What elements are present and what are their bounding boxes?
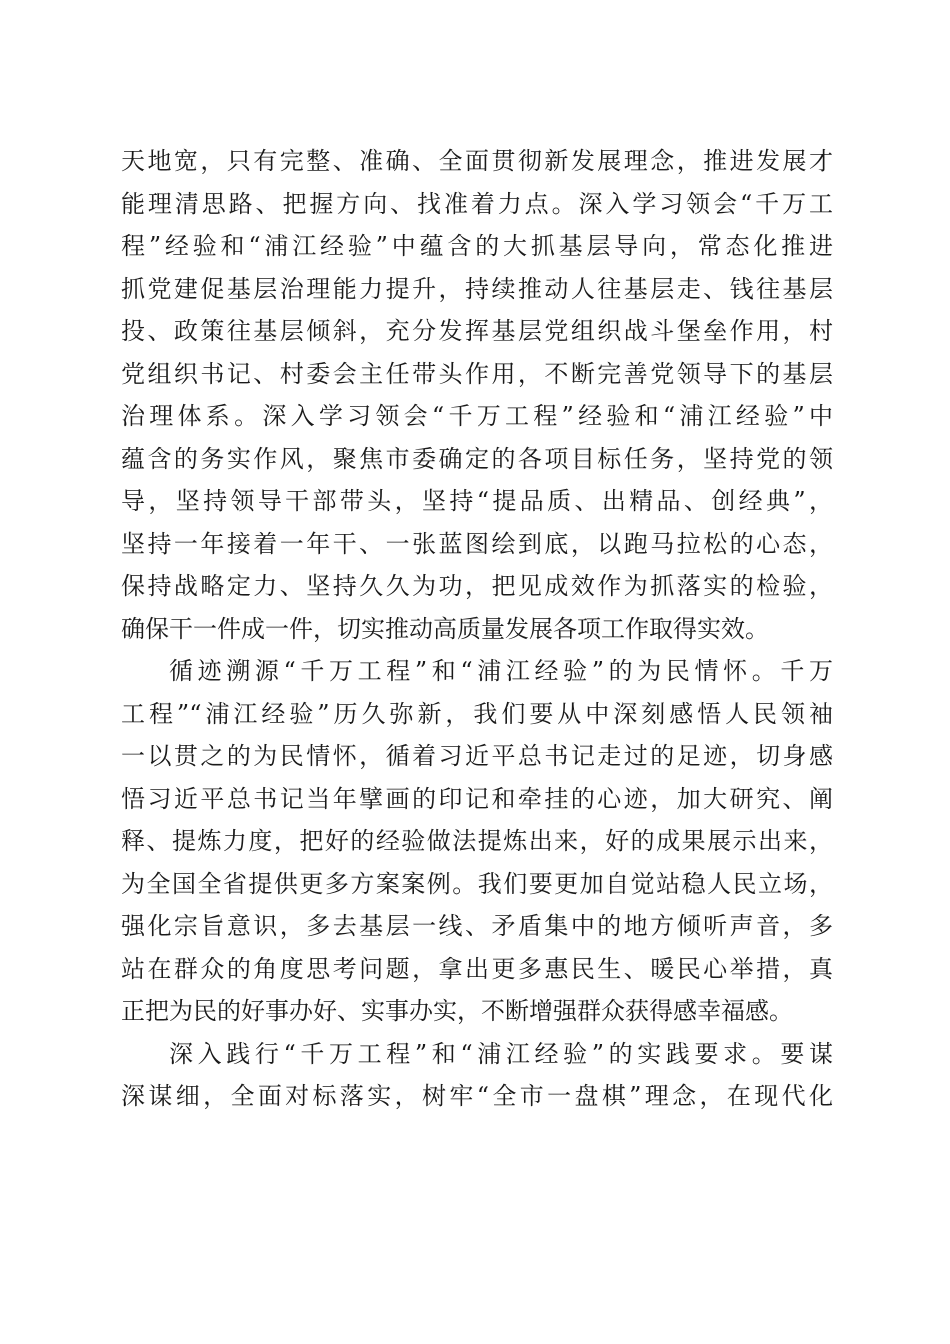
text-line: 治理体系。深入学习领会“千万工程”经验和“浦江经验”中 [121,402,833,430]
text-line: 确保干一件成一件，切实推动高质量发展各项工作取得实效。 [121,614,769,643]
text-line: 抓党建促基层治理能力提升，持续推动人往基层走、钱往基层 [121,274,833,303]
text-line: 强化宗旨意识，多去基层一线、矛盾集中的地方倾听声音，多 [121,912,833,940]
text-line: 导，坚持领导干部带头，坚持“提品质、出精品、创经典”， [121,487,833,515]
text-line: 党组织书记、村委会主任带头作用，不断完善党领导下的基层 [121,359,833,388]
text-line: 深谋细，全面对标落实，树牢“全市一盘棋”理念，在现代化 [121,1082,833,1110]
body-text [121,140,833,1118]
text-line: 蕴含的务实作风，聚焦市委确定的各项目标任务，坚持党的领 [121,444,833,473]
text-line: 坚持一年接着一年干、一张蓝图绘到底，以跑马拉松的心态， [121,529,833,558]
text-line: 一以贯之的为民情怀，循着习近平总书记走过的足迹，切身感 [121,742,833,770]
text-line: 释、提炼力度，把好的经验做法提炼出来，好的成果展示出来， [121,827,833,855]
text-line: 悟习近平总书记当年擘画的印记和牵挂的心迹，加大研究、阐 [121,784,833,813]
text-line: 正把为民的好事办好、实事办实，不断增强群众获得感幸福感。 [121,997,793,1025]
text-line: 天地宽，只有完整、准确、全面贯彻新发展理念，推进发展才 [121,147,833,175]
paragraph-first-line: 循迹溯源“千万工程”和“浦江经验”的为民情怀。千万 [169,657,833,685]
text-line: 能理清思路、把握方向、找准着力点。深入学习领会“千万工 [121,189,833,218]
text-line: 站在群众的角度思考问题，拿出更多惠民生、暖民心举措，真 [121,954,833,983]
text-line: 为全国全省提供更多方案案例。我们要更加自觉站稳人民立场， [121,869,833,898]
paragraph-first-line: 深入践行“千万工程”和“浦江经验”的实践要求。要谋 [169,1039,833,1068]
text-line: 工程”“浦江经验”历久弥新，我们要从中深刻感悟人民领袖 [121,699,833,728]
text-line: 程”经验和“浦江经验”中蕴含的大抓基层导向，常态化推进 [121,232,833,260]
text-line: 保持战略定力、坚持久久为功，把见成效作为抓落实的检验， [121,572,833,600]
text-line: 投、政策往基层倾斜，充分发挥基层党组织战斗堡垒作用，村 [121,317,833,345]
